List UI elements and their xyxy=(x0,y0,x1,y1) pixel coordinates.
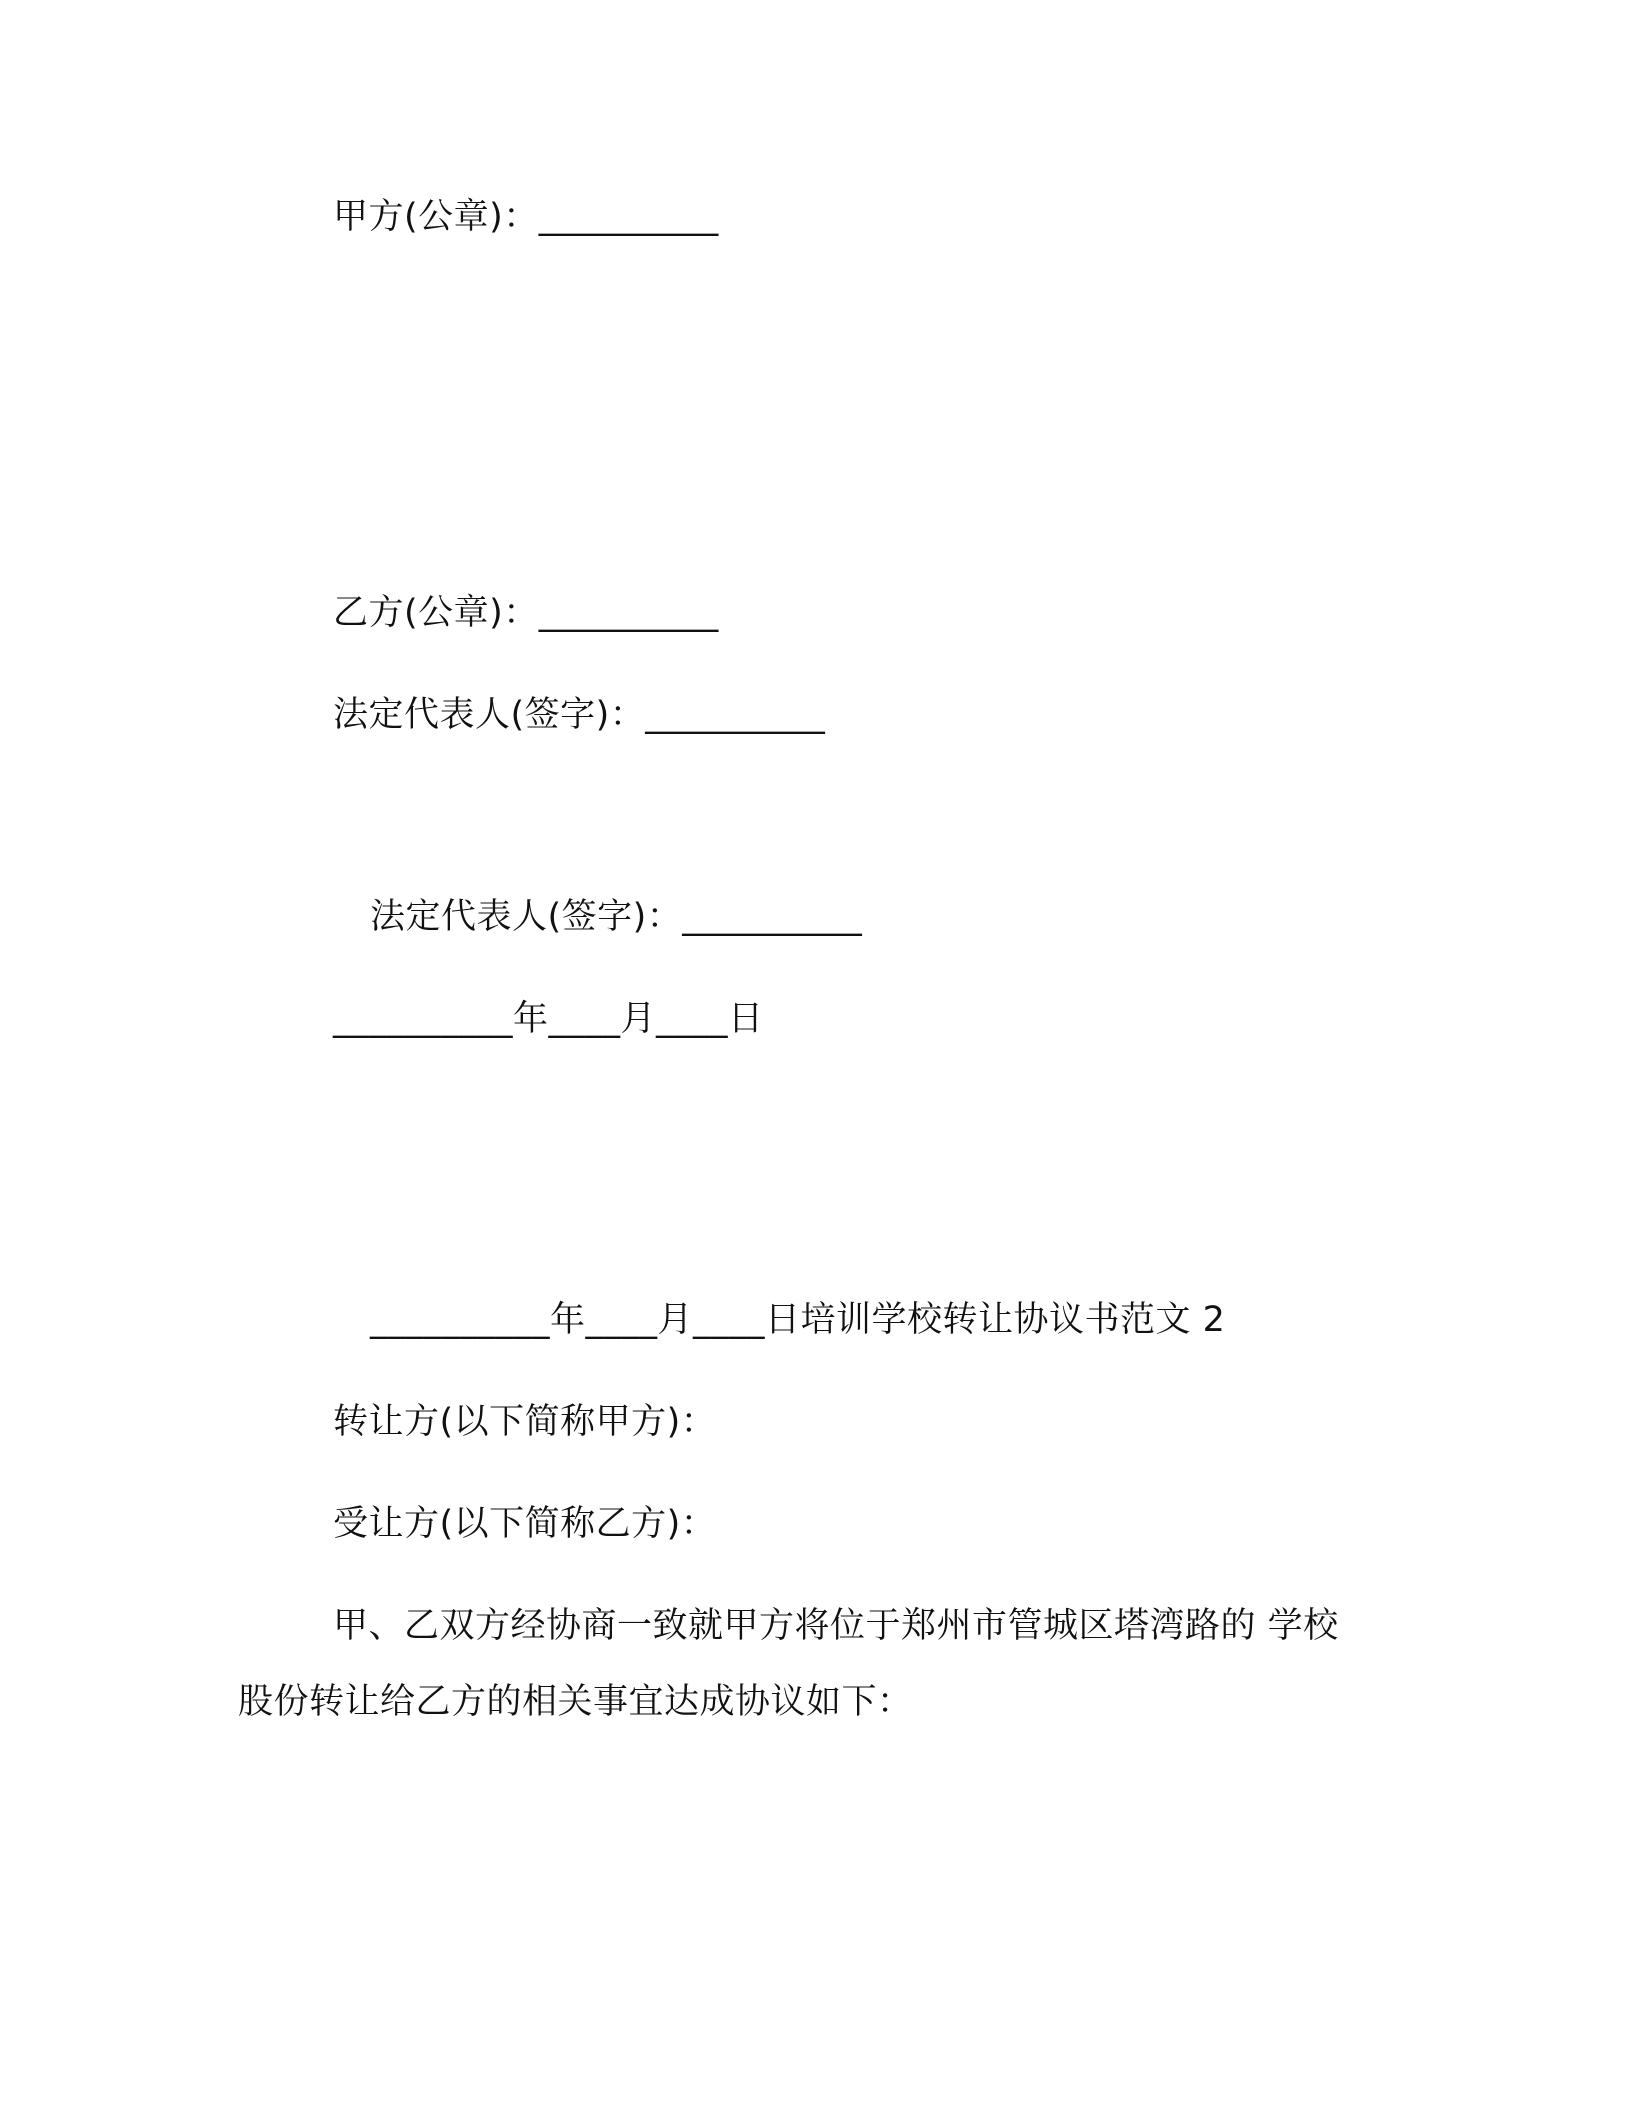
agreement-paragraph-line-1: 甲、乙双方经协商一致就甲方将位于郑州市管城区塔湾路的 学校 xyxy=(333,1606,1339,1646)
transferee-line: 受让方(以下简称乙方)： xyxy=(333,1504,717,1544)
party-b-seal-line: 乙方(公章)：__________ xyxy=(333,593,719,633)
transferor-line: 转让方(以下简称甲方)： xyxy=(333,1402,717,1442)
date-line: __________年____月____日 xyxy=(333,999,764,1039)
legal-representative-line-1: 法定代表人(签字)：__________ xyxy=(333,695,826,735)
party-a-seal-line: 甲方(公章)：__________ xyxy=(333,197,719,237)
document-heading: __________年____月____日培训学校转让协议书范文 2 xyxy=(370,1300,1226,1340)
legal-representative-line-2: 法定代表人(签字)：__________ xyxy=(370,897,863,937)
agreement-paragraph-line-2: 股份转让给乙方的相关事宜达成协议如下： xyxy=(238,1682,913,1722)
